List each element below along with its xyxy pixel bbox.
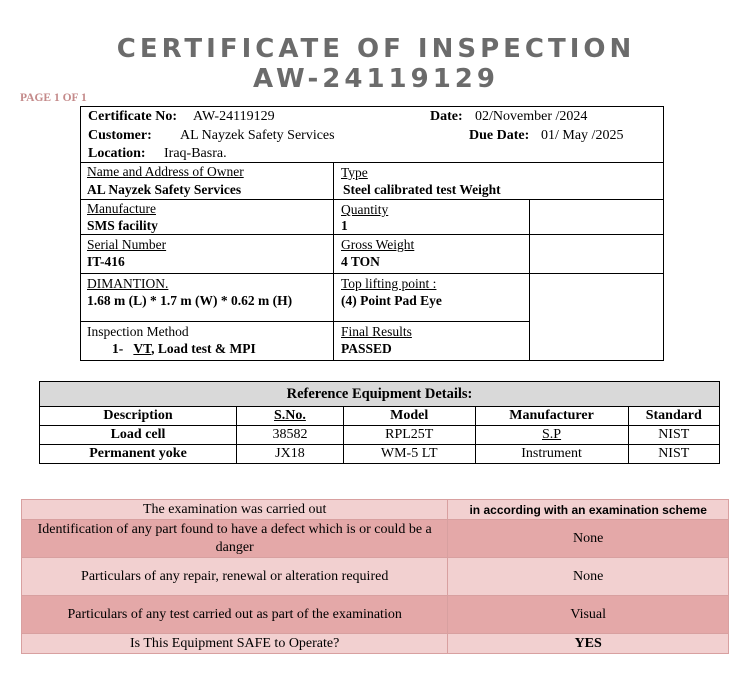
exam-answer: Visual: [448, 596, 729, 634]
table-cell: Load cell: [40, 426, 237, 445]
exam-question: Identification of any part found to have a defect which is or could be a danger: [22, 520, 448, 558]
table-cell: Instrument: [475, 445, 628, 464]
method-rest: , Load test & MPI: [151, 341, 256, 356]
column-header-model: Model: [343, 407, 475, 426]
final-results-label: Final Results: [341, 324, 412, 339]
exam-row: [22, 596, 729, 634]
owner-label: Name and Address of Owner: [87, 164, 244, 179]
certificate-no-label: Certificate No:: [88, 109, 178, 124]
dimension-value: 1.68 m (L) * 1.7 m (W) * 0.62 m (H): [87, 293, 293, 308]
exam-row: [22, 500, 729, 520]
top-lifting-point-value: (4) Point Pad Eye: [341, 293, 442, 308]
owner-value: AL Nayzek Safety Services: [87, 182, 242, 197]
due-date-label: Due Date:: [469, 128, 530, 143]
document-title: CERTIFICATE OF INSPECTION: [116, 34, 636, 64]
exam-answer: None: [448, 558, 729, 596]
gross-weight-label: Gross Weight: [341, 237, 415, 252]
exam-question: Particulars of any repair, renewal or alteration required: [22, 558, 448, 596]
type-label: Type: [341, 165, 368, 180]
type-value: Steel calibrated test Weight: [343, 182, 501, 197]
location-label: Location:: [88, 146, 146, 161]
certificate-details-box: [80, 106, 664, 361]
column-header-serial-no: S.No.: [237, 407, 344, 426]
certificate-number-title: AW-24119129: [253, 64, 499, 94]
column-header-manufacturer: Manufacturer: [475, 407, 628, 426]
exam-question: Particulars of any test carried out as part of the examination: [22, 596, 448, 634]
exam-question: The examination was carried out: [22, 500, 448, 520]
date-label: Date:: [430, 109, 463, 124]
exam-row: [22, 634, 729, 654]
exam-row: [22, 558, 729, 596]
column-header-standard: Standard: [628, 407, 719, 426]
exam-answer: in according with an examination scheme: [448, 500, 729, 520]
gross-weight-value: 4 TON: [341, 254, 380, 269]
top-lifting-point-label: Top lifting point :: [341, 276, 437, 291]
exam-question: Is This Equipment SAFE to Operate?: [22, 634, 448, 654]
manufacture-value: SMS facility: [87, 218, 158, 233]
page-number: PAGE 1 OF 1: [20, 92, 87, 104]
column-header-description: Description: [40, 407, 237, 426]
table-row: [40, 426, 720, 445]
dimension-label: DIMANTION.: [87, 276, 169, 291]
reference-table-caption: Reference Equipment Details:: [40, 382, 720, 407]
table-cell: NIST: [628, 426, 719, 445]
table-cell: Permanent yoke: [40, 445, 237, 464]
serial-number-value: IT-416: [87, 254, 125, 269]
exam-answer: YES: [448, 634, 729, 654]
table-cell: S.P: [475, 426, 628, 445]
customer-label: Customer:: [88, 128, 152, 143]
quantity-label: Quantity: [341, 202, 389, 217]
quantity-value: 1: [341, 218, 348, 233]
certificate-no-value: AW-24119129: [193, 109, 275, 124]
method-vt: VT: [133, 341, 152, 356]
reference-equipment-table: [39, 381, 720, 464]
inspection-method-label: Inspection Method: [87, 324, 189, 339]
table-cell: RPL25T: [343, 426, 475, 445]
manufacture-label: Manufacture: [87, 201, 156, 216]
table-cell: NIST: [628, 445, 719, 464]
table-cell: JX18: [237, 445, 344, 464]
serial-number-label: Serial Number: [87, 237, 167, 252]
customer-value: AL Nayzek Safety Services: [180, 128, 335, 143]
final-results-value: PASSED: [341, 341, 392, 356]
date-value: 02/November /2024: [475, 109, 588, 124]
exam-answer: None: [448, 520, 729, 558]
table-row: [40, 445, 720, 464]
examination-table: [21, 499, 729, 654]
due-date-value: 01/ May /2025: [541, 128, 624, 143]
table-cell: 38582: [237, 426, 344, 445]
inspection-method-value: [112, 341, 256, 357]
exam-row: [22, 520, 729, 558]
method-prefix: 1-: [112, 341, 124, 356]
table-cell: WM-5 LT: [343, 445, 475, 464]
location-value: Iraq-Basra.: [164, 146, 227, 161]
